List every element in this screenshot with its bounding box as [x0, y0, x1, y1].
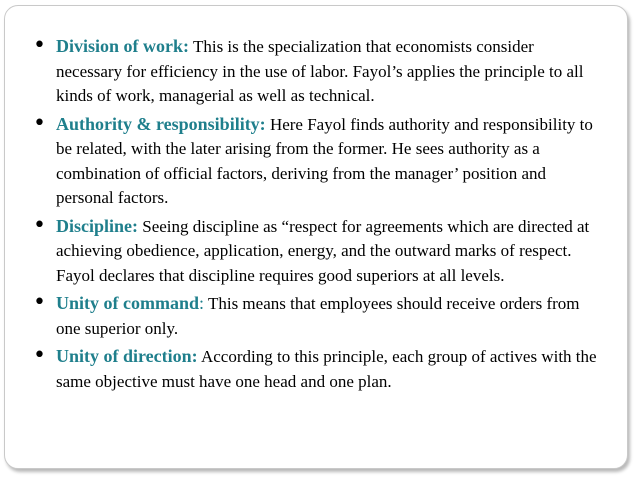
bullet-term: Unity of direction:: [56, 346, 198, 366]
bullet-text: This is the specialization that economists consider necessary for efficiency in the use of labor. Fayol’s applies the principle to all kinds of work, managerial as well as technical.: [56, 37, 584, 105]
bullet-dot-icon: •: [33, 290, 46, 315]
bullet-discipline: [0, 214, 638, 289]
bullet-dot-icon: •: [33, 343, 46, 368]
bullet-dot-icon: •: [33, 212, 46, 238]
bullet-division-of-work: [0, 34, 638, 109]
bullet-term: Discipline:: [56, 215, 139, 236]
bullet-text: Here Fayol finds authority and responsibility to be related, with the later arising from the former. He sees authority as a combination of official factors, deriving from the manager’ position and personal factors.: [56, 114, 593, 207]
bullet-dot-icon: •: [33, 110, 46, 136]
bullet-list: [0, 34, 638, 397]
bullet-term: Unity of command: [56, 293, 199, 313]
bullet-text: Seeing discipline as “respect for agreements which are directed at achieving obedience, application, energy, and the outward marks of respect. Fayol declares that discipline requires good superiors at all levels.: [56, 216, 590, 285]
bullet-unity-of-direction: [0, 344, 638, 394]
bullet-dot-icon: •: [33, 33, 46, 58]
bullet-term-colon: :: [199, 293, 205, 313]
bullet-term: Division of work:: [56, 36, 190, 56]
bullet-text: This means that employees should receive orders from one superior only.: [56, 294, 580, 338]
bullet-authority-responsibility: [0, 112, 638, 211]
bullet-text: According to this principle, each group of actives with the same objective must have one head and one plan.: [56, 347, 597, 391]
bullet-term: Authority & responsibility:: [56, 113, 266, 134]
bullet-unity-of-command: [0, 291, 638, 341]
